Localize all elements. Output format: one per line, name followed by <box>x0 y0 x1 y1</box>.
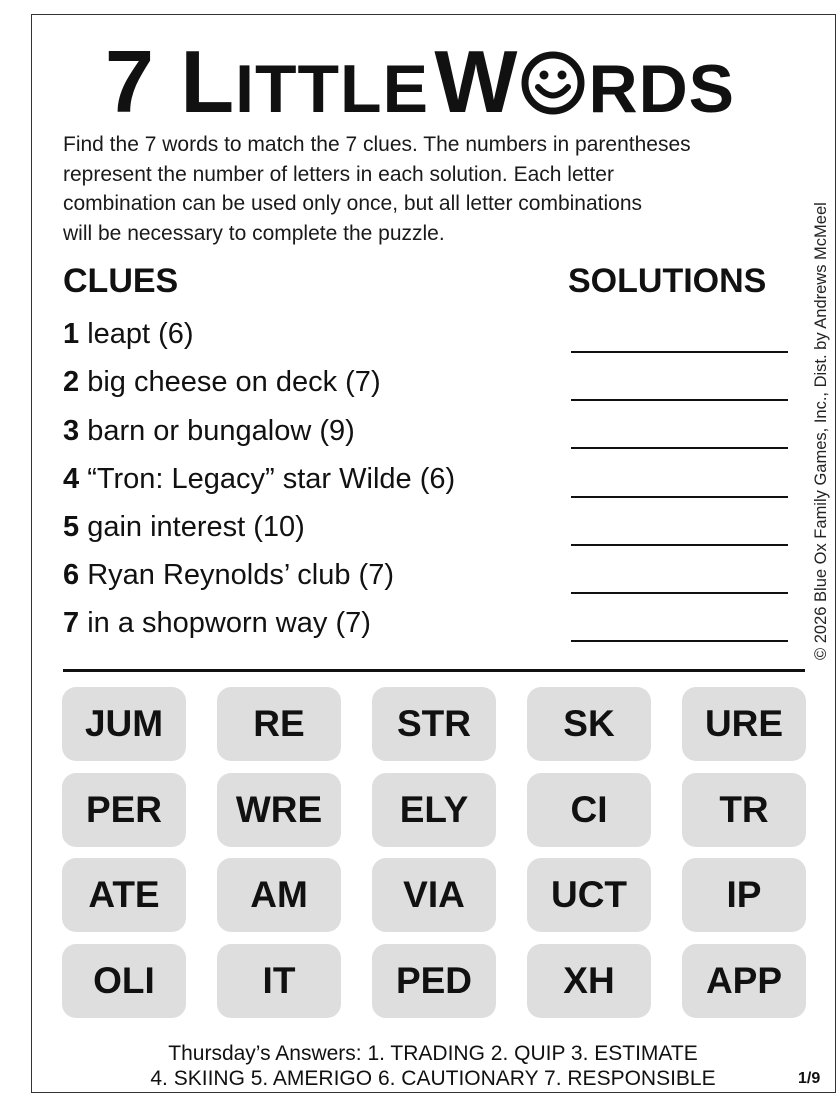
letter-tile[interactable]: ELY <box>372 773 496 847</box>
previous-answers-line-1: Thursday’s Answers: 1. TRADING 2. QUIP 3. ESTIMATE <box>168 1042 698 1065</box>
solution-blank-5[interactable] <box>571 544 788 546</box>
clue-5: 5 gain interest (10) <box>63 511 305 543</box>
solution-blank-6[interactable] <box>571 592 788 594</box>
letter-tile[interactable]: PED <box>372 944 496 1018</box>
smiley-face-icon <box>520 50 586 116</box>
letter-tile[interactable]: WRE <box>217 773 341 847</box>
previous-answers-line-2: 4. SKIING 5. AMERIGO 6. CAUTIONARY 7. RESPONSIBLE <box>150 1067 716 1090</box>
solution-blank-7[interactable] <box>571 640 788 642</box>
puzzle-title: 7 LITTLE W RDS <box>104 32 736 131</box>
letter-tile[interactable]: IT <box>217 944 341 1018</box>
clue-4: 4 “Tron: Legacy” star Wilde (6) <box>63 463 456 495</box>
solution-blank-1[interactable] <box>571 351 788 353</box>
letter-tile[interactable]: IP <box>682 858 806 932</box>
solutions-header: SOLUTIONS <box>568 262 767 300</box>
letter-tile[interactable]: ATE <box>62 858 186 932</box>
copyright-notice: © 2026 Blue Ox Family Games, Inc., Dist. by Andrews McMeel <box>812 202 830 660</box>
clue-2: 2 big cheese on deck (7) <box>63 366 381 398</box>
letter-tile[interactable]: RE <box>217 687 341 761</box>
letter-tile[interactable]: TR <box>682 773 806 847</box>
divider <box>63 669 805 672</box>
solution-blank-2[interactable] <box>571 399 788 401</box>
letter-tile[interactable]: STR <box>372 687 496 761</box>
instructions: Find the 7 words to match the 7 clues. The numbers in parentheses represent the number of letters in each solution. Each letter combination can be used only once, but all letter combinations will be necessary to complete the puzzle. <box>63 133 691 245</box>
clues-header: CLUES <box>63 262 179 300</box>
letter-tile[interactable]: OLI <box>62 944 186 1018</box>
letter-tile[interactable]: PER <box>62 773 186 847</box>
letter-tile[interactable]: JUM <box>62 687 186 761</box>
letter-tile[interactable]: AM <box>217 858 341 932</box>
clue-6: 6 Ryan Reynolds’ club (7) <box>63 559 394 591</box>
letter-tile[interactable]: CI <box>527 773 651 847</box>
clue-1: 1 leapt (6) <box>63 318 194 350</box>
letter-tile[interactable]: VIA <box>372 858 496 932</box>
letter-tile[interactable]: UCT <box>527 858 651 932</box>
solution-blank-3[interactable] <box>571 447 788 449</box>
letter-tile[interactable]: SK <box>527 687 651 761</box>
letter-tile[interactable]: URE <box>682 687 806 761</box>
clue-3: 3 barn or bungalow (9) <box>63 415 355 447</box>
puzzle-date: 1/9 <box>798 1070 821 1087</box>
letter-tile[interactable]: APP <box>682 944 806 1018</box>
letter-tile[interactable]: XH <box>527 944 651 1018</box>
clue-7: 7 in a shopworn way (7) <box>63 607 371 639</box>
solution-blank-4[interactable] <box>571 496 788 498</box>
